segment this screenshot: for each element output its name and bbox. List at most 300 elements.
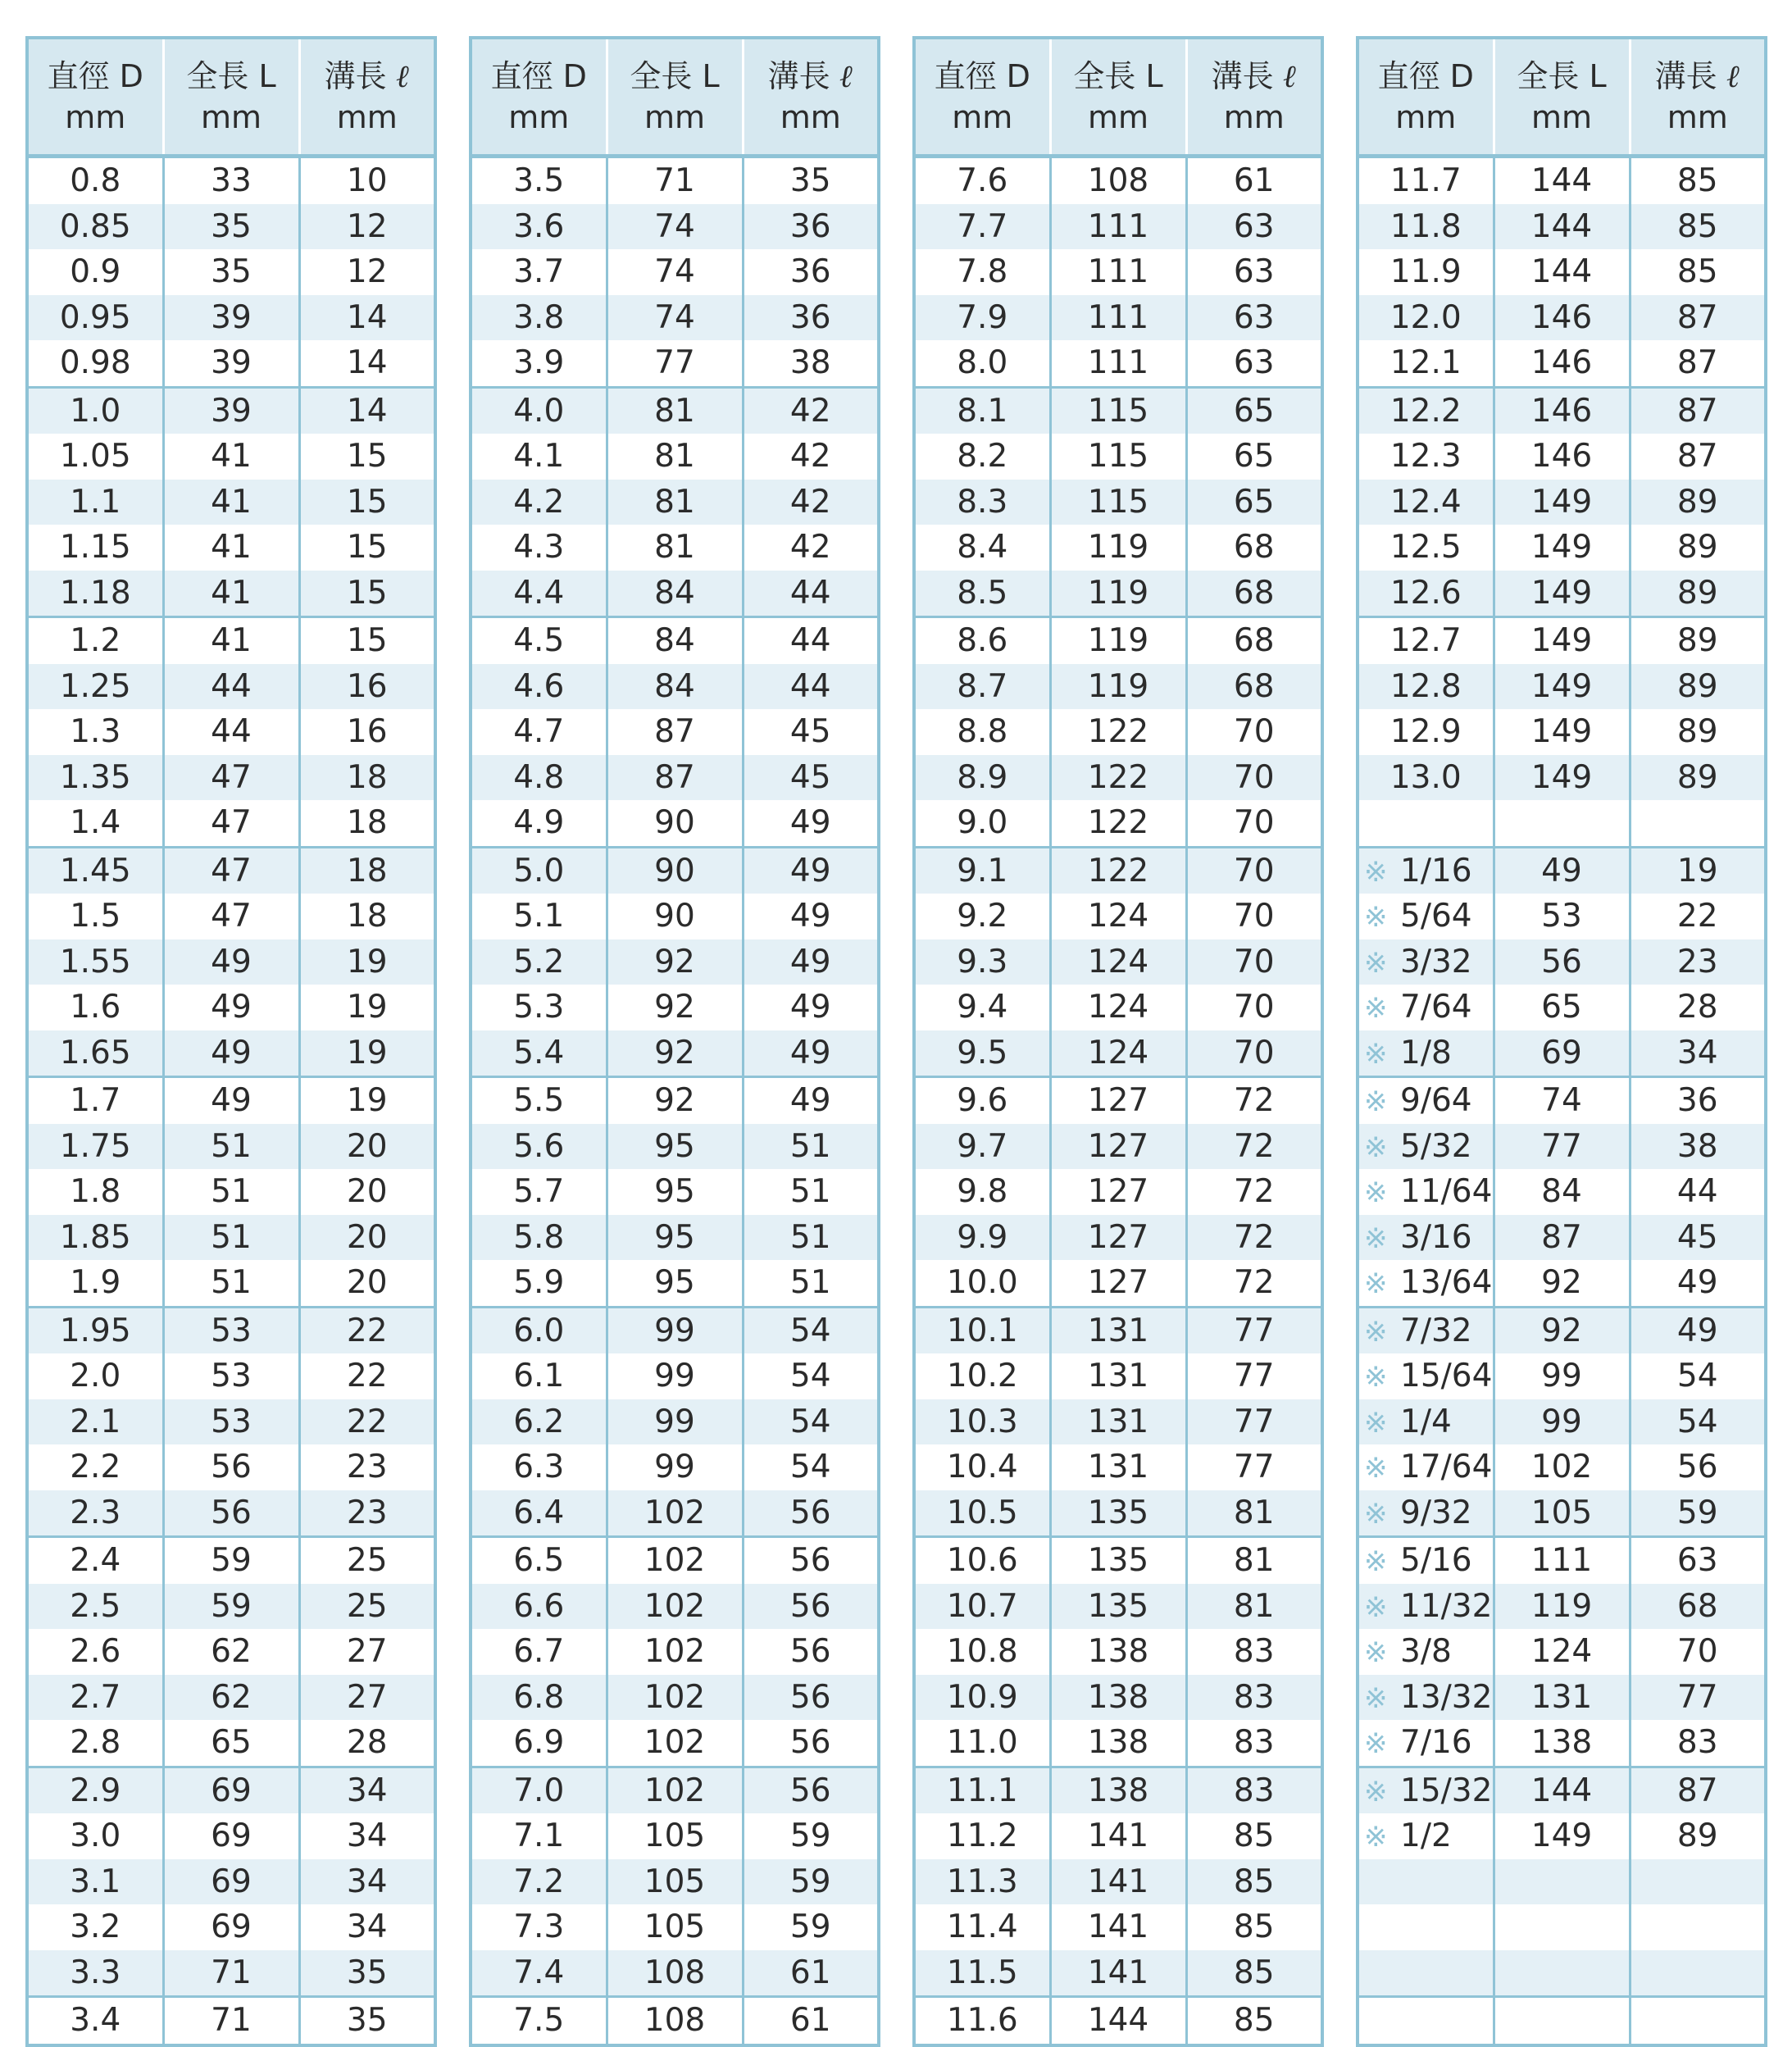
overall-length-cell: 111 (1494, 1537, 1630, 1584)
flute-length-cell: 70 (1186, 709, 1322, 755)
diameter-cell: 11.3 (914, 1859, 1050, 1905)
overall-length-cell: 105 (1494, 1490, 1630, 1537)
table-row (914, 1399, 1322, 1445)
diameter-cell: 1.6 (70, 989, 121, 1026)
table-row (1358, 800, 1766, 847)
flute-length-cell: 85 (1630, 157, 1766, 204)
header-flute-length (1630, 38, 1766, 157)
flute-length-cell: 87 (1630, 295, 1766, 341)
overall-length-cell: 111 (1050, 295, 1186, 341)
overall-length-cell: 124 (1050, 1030, 1186, 1077)
table-row (914, 847, 1322, 894)
table-row (471, 204, 879, 250)
flute-length-cell: 44 (743, 664, 879, 710)
overall-length-cell: 131 (1050, 1399, 1186, 1445)
flute-length-cell: 45 (1630, 1215, 1766, 1261)
flute-length-cell: 49 (743, 939, 879, 985)
overall-length-cell: 122 (1050, 755, 1186, 801)
flute-length-cell: 59 (743, 1813, 879, 1859)
header-flute-label: 溝長 (767, 58, 840, 94)
diameter-value: 15/64 (1400, 1358, 1493, 1395)
flute-length-cell (1630, 1904, 1766, 1950)
diameter-cell (1358, 847, 1494, 894)
diameter-cell: 7.4 (471, 1950, 607, 1997)
diameter-cell: 0.8 (70, 162, 121, 200)
table-row (471, 1904, 879, 1950)
overall-length-cell: 102 (1494, 1444, 1630, 1490)
overall-length-cell: 127 (1050, 1260, 1186, 1307)
overall-length-cell: 49 (163, 985, 299, 1030)
diameter-cell: 6.3 (513, 1449, 565, 1486)
diameter-cell: 6.6 (471, 1584, 607, 1630)
table-row (27, 1767, 435, 1813)
overall-length-cell: 84 (607, 664, 743, 710)
table-row (914, 480, 1322, 525)
table-row (27, 847, 435, 894)
table-row (914, 709, 1322, 755)
diameter-cell: 1.75 (27, 1124, 163, 1170)
overall-length-cell: 144 (1050, 1997, 1186, 2045)
flute-length-cell: 70 (1186, 755, 1322, 801)
flute-length-cell: 49 (743, 894, 879, 939)
overall-length-cell: 51 (163, 1124, 299, 1170)
flute-length-cell: 77 (1186, 1353, 1322, 1399)
flute-length-cell: 16 (299, 709, 435, 755)
flute-length-cell: 85 (1630, 249, 1766, 295)
diameter-cell (1358, 1215, 1494, 1261)
table-row (1358, 1904, 1766, 1950)
overall-length-cell: 105 (607, 1859, 743, 1905)
header-length-label: 全長 L (1073, 58, 1163, 94)
table-row (27, 800, 435, 847)
overall-length-cell: 146 (1494, 434, 1630, 480)
diameter-cell: 1.1 (27, 480, 163, 525)
diameter-cell: 1.05 (59, 438, 131, 475)
overall-length-cell: 108 (607, 1997, 743, 2045)
diameter-cell: 1.18 (27, 571, 163, 617)
inch-size-marker: ※ (1364, 901, 1388, 935)
flute-length-cell: 34 (299, 1813, 435, 1859)
overall-length-cell: 90 (607, 800, 743, 847)
overall-length-cell (1494, 1904, 1630, 1950)
overall-length-cell: 141 (1050, 1813, 1186, 1859)
header-flute-length (743, 38, 879, 157)
flute-length-cell: 45 (743, 755, 879, 801)
overall-length-cell: 47 (163, 800, 299, 847)
overall-length-cell: 65 (163, 1720, 299, 1767)
diameter-cell (1358, 1169, 1494, 1215)
overall-length-cell: 74 (607, 249, 743, 295)
flute-length-cell: 83 (1186, 1629, 1322, 1675)
flute-length-cell: 49 (743, 1030, 879, 1077)
diameter-cell: 8.9 (914, 755, 1050, 801)
overall-length-cell: 122 (1050, 847, 1186, 894)
diameter-cell: 11.9 (1389, 253, 1462, 291)
diameter-value: 1/16 (1400, 852, 1472, 889)
table-row (27, 571, 435, 617)
flute-length-cell: 51 (743, 1169, 879, 1215)
overall-length-cell: 102 (607, 1490, 743, 1537)
table-row (1358, 157, 1766, 204)
overall-length-cell: 90 (607, 847, 743, 894)
flute-length-cell: 56 (1630, 1444, 1766, 1490)
diameter-cell: 12.3 (1389, 438, 1462, 475)
table-row (27, 1904, 435, 1950)
table-row (914, 340, 1322, 387)
flute-length-cell: 56 (743, 1675, 879, 1721)
diameter-cell: 9.0 (957, 804, 1008, 842)
table-row (27, 1030, 435, 1077)
diameter-cell: 12.8 (1358, 664, 1494, 710)
table-row (1358, 1675, 1766, 1721)
overall-length-cell: 149 (1494, 525, 1630, 571)
inch-size-marker: ※ (1364, 1267, 1388, 1301)
flute-length-cell: 38 (1630, 1124, 1766, 1170)
diameter-value: 5/64 (1400, 898, 1472, 935)
table-row (27, 1997, 435, 2045)
flute-length-cell: 63 (1186, 249, 1322, 295)
header-row (1358, 38, 1766, 157)
table-row (27, 985, 435, 1030)
diameter-cell: 8.1 (914, 387, 1050, 434)
table-row (27, 1444, 435, 1490)
diameter-cell: 7.1 (513, 1817, 565, 1855)
table-row (914, 1950, 1322, 1997)
overall-length-cell: 149 (1494, 1813, 1630, 1859)
diameter-cell (1358, 1767, 1494, 1813)
table-row (471, 525, 879, 571)
diameter-cell: 2.4 (27, 1537, 163, 1584)
table-row (471, 1260, 879, 1307)
diameter-cell: 1.95 (27, 1307, 163, 1353)
inch-size-marker: ※ (1364, 1037, 1388, 1071)
flute-length-cell: 83 (1186, 1675, 1322, 1721)
overall-length-cell: 53 (163, 1307, 299, 1353)
flute-length-cell: 49 (1630, 1307, 1766, 1353)
flute-length-cell: 68 (1186, 525, 1322, 571)
diameter-cell: 5.9 (513, 1264, 565, 1302)
header-flute-unit: mm (1223, 99, 1285, 135)
flute-length-cell: 28 (1630, 985, 1766, 1030)
table-row (914, 1767, 1322, 1813)
overall-length-cell: 35 (163, 204, 299, 250)
diameter-cell: 10.3 (914, 1399, 1050, 1445)
flute-length-cell: 56 (743, 1490, 879, 1537)
table-row (471, 1307, 879, 1353)
table-row (1358, 1260, 1766, 1307)
table-row (471, 1353, 879, 1399)
overall-length-cell: 47 (163, 847, 299, 894)
header-flute-length (299, 38, 435, 157)
overall-length-cell: 127 (1050, 1077, 1186, 1124)
diameter-cell: 5.7 (513, 1173, 565, 1211)
overall-length-cell: 69 (163, 1904, 299, 1950)
diameter-cell: 12.0 (1358, 295, 1494, 341)
diameter-cell: 10.9 (914, 1675, 1050, 1721)
overall-length-cell: 69 (163, 1767, 299, 1813)
header-length-unit: mm (1087, 99, 1149, 135)
table-row (27, 1169, 435, 1215)
table-row (1358, 1444, 1766, 1490)
diameter-cell: 1.25 (27, 664, 163, 710)
diameter-cell: 10.8 (946, 1633, 1018, 1671)
overall-length-cell: 102 (607, 1537, 743, 1584)
flute-length-cell: 34 (299, 1767, 435, 1813)
flute-length-cell: 83 (1186, 1767, 1322, 1813)
diameter-cell: 7.3 (513, 1908, 565, 1946)
table-row (471, 480, 879, 525)
header-diameter-unit: mm (952, 99, 1013, 135)
overall-length-cell: 87 (1494, 1215, 1630, 1261)
overall-length-cell: 111 (1050, 204, 1186, 250)
flute-length-cell: 15 (299, 571, 435, 617)
flute-length-cell: 77 (1186, 1444, 1322, 1490)
diameter-cell: 1.4 (70, 804, 121, 842)
table-row (914, 1904, 1322, 1950)
flute-length-cell: 34 (299, 1904, 435, 1950)
diameter-cell (1358, 985, 1494, 1030)
table-row (27, 617, 435, 664)
flute-length-cell: 19 (299, 985, 435, 1030)
table-row (27, 480, 435, 525)
table-row (914, 1307, 1322, 1353)
inch-size-marker: ※ (1364, 1221, 1388, 1255)
diameter-cell: 9.9 (914, 1215, 1050, 1261)
diameter-cell: 4.5 (471, 617, 607, 664)
table-row (914, 249, 1322, 295)
table-row (27, 157, 435, 204)
flute-length-cell: 16 (299, 664, 435, 710)
overall-length-cell: 77 (1494, 1124, 1630, 1170)
overall-length-cell: 81 (607, 387, 743, 434)
flute-length-cell: 25 (299, 1537, 435, 1584)
table-row (1358, 387, 1766, 434)
overall-length-cell: 119 (1050, 525, 1186, 571)
header-diameter-label: 直徑 D (1377, 58, 1474, 94)
table-row (27, 525, 435, 571)
overall-length-cell: 77 (607, 340, 743, 387)
table-row (471, 1215, 879, 1261)
diameter-cell: 0.9 (70, 253, 121, 291)
flute-length-cell: 27 (299, 1675, 435, 1721)
header-flute-symbol: ℓ (1726, 57, 1740, 94)
overall-length-cell: 122 (1050, 709, 1186, 755)
diameter-cell: 8.3 (914, 480, 1050, 525)
overall-length-cell: 102 (607, 1629, 743, 1675)
diameter-cell: 12.5 (1389, 529, 1462, 566)
flute-length-cell: 15 (299, 434, 435, 480)
table-row (914, 1124, 1322, 1170)
inch-size-marker: ※ (1364, 1085, 1388, 1119)
table-row (471, 295, 879, 341)
flute-length-cell: 65 (1186, 387, 1322, 434)
overall-length-cell: 84 (1494, 1169, 1630, 1215)
table-row (471, 157, 879, 204)
flute-length-cell: 42 (743, 387, 879, 434)
overall-length-cell: 69 (1494, 1030, 1630, 1077)
flute-length-cell: 81 (1186, 1490, 1322, 1537)
overall-length-cell: 92 (1494, 1307, 1630, 1353)
diameter-cell: 3.7 (513, 253, 565, 291)
diameter-value: 15/32 (1400, 1772, 1493, 1809)
flute-length-cell: 77 (1186, 1399, 1322, 1445)
diameter-cell: 10.2 (946, 1358, 1018, 1395)
flute-length-cell: 65 (1186, 480, 1322, 525)
table-row (1358, 1629, 1766, 1675)
flute-length-cell: 27 (299, 1629, 435, 1675)
diameter-cell: 2.7 (27, 1675, 163, 1721)
overall-length-cell: 131 (1050, 1444, 1186, 1490)
table-row (914, 387, 1322, 434)
table-row (471, 1584, 879, 1630)
table-row (27, 1353, 435, 1399)
flute-length-cell: 56 (743, 1629, 879, 1675)
overall-length-cell: 131 (1494, 1675, 1630, 1721)
diameter-cell: 1.0 (27, 387, 163, 434)
overall-length-cell: 62 (163, 1629, 299, 1675)
diameter-cell: 5.0 (471, 847, 607, 894)
diameter-cell: 9.7 (914, 1124, 1050, 1170)
header-length-label: 全長 L (1517, 58, 1607, 94)
overall-length-cell (1494, 1997, 1630, 2045)
flute-length-cell: 20 (299, 1215, 435, 1261)
overall-length-cell: 49 (1494, 847, 1630, 894)
overall-length-cell: 124 (1050, 894, 1186, 939)
header-diameter-unit: mm (65, 99, 126, 135)
diameter-cell: 11.1 (914, 1767, 1050, 1813)
flute-length-cell: 70 (1186, 894, 1322, 939)
spec-table-2 (469, 36, 880, 2047)
table-row (914, 204, 1322, 250)
table-row (914, 1260, 1322, 1307)
flute-length-cell: 56 (743, 1537, 879, 1584)
header-row (914, 38, 1322, 157)
table-row (1358, 939, 1766, 985)
diameter-value: 13/32 (1400, 1678, 1493, 1716)
diameter-cell: 13.0 (1358, 755, 1494, 801)
header-flute-unit: mm (336, 99, 398, 135)
flute-length-cell: 89 (1630, 755, 1766, 801)
diameter-cell (1358, 1030, 1494, 1077)
inch-size-marker: ※ (1364, 1821, 1388, 1854)
diameter-cell (1358, 1537, 1494, 1584)
diameter-cell: 8.7 (914, 664, 1050, 710)
diameter-cell: 3.5 (513, 162, 565, 200)
inch-size-marker: ※ (1364, 1452, 1388, 1485)
flute-length-cell: 89 (1630, 1813, 1766, 1859)
overall-length-cell: 56 (163, 1490, 299, 1537)
flute-length-cell: 72 (1186, 1260, 1322, 1307)
table-row (1358, 755, 1766, 801)
flute-length-cell: 14 (299, 387, 435, 434)
table-row (914, 1813, 1322, 1859)
flute-length-cell: 72 (1186, 1169, 1322, 1215)
table-row (1358, 1997, 1766, 2045)
table-row (471, 1767, 879, 1813)
flute-length-cell: 77 (1186, 1307, 1322, 1353)
table-row (27, 1813, 435, 1859)
diameter-cell: 1.2 (27, 617, 163, 664)
flute-length-cell: 59 (743, 1859, 879, 1905)
overall-length-cell (1494, 800, 1630, 847)
diameter-cell (1358, 894, 1494, 939)
diameter-value: 1/4 (1400, 1403, 1452, 1440)
overall-length-cell: 99 (607, 1307, 743, 1353)
overall-length-cell: 135 (1050, 1584, 1186, 1630)
flute-length-cell: 20 (299, 1169, 435, 1215)
flute-length-cell: 54 (743, 1307, 879, 1353)
flute-length-cell: 54 (743, 1353, 879, 1399)
overall-length-cell: 99 (607, 1399, 743, 1445)
table-row (914, 664, 1322, 710)
flute-length-cell: 61 (743, 1950, 879, 1997)
flute-length-cell: 36 (1630, 1077, 1766, 1124)
flute-length-cell: 68 (1186, 617, 1322, 664)
overall-length-cell: 138 (1050, 1629, 1186, 1675)
flute-length-cell: 20 (299, 1124, 435, 1170)
table-row (1358, 1537, 1766, 1584)
header-length-unit: mm (644, 99, 706, 135)
overall-length-cell: 138 (1050, 1675, 1186, 1721)
table-row (914, 295, 1322, 341)
flute-length-cell: 54 (743, 1444, 879, 1490)
flute-length-cell: 81 (1186, 1584, 1322, 1630)
diameter-cell: 3.2 (70, 1908, 121, 1946)
overall-length-cell: 51 (163, 1169, 299, 1215)
overall-length-cell: 39 (163, 340, 299, 387)
inch-size-marker: ※ (1364, 1636, 1388, 1670)
diameter-cell: 11.5 (914, 1950, 1050, 1997)
table-row (1358, 1030, 1766, 1077)
flute-length-cell: 18 (299, 894, 435, 939)
flute-length-cell (1630, 1997, 1766, 2045)
table-row (914, 1169, 1322, 1215)
flute-length-cell: 22 (299, 1399, 435, 1445)
inch-size-marker: ※ (1364, 1545, 1388, 1579)
flute-length-cell: 56 (743, 1720, 879, 1767)
flute-length-cell: 12 (299, 249, 435, 295)
flute-length-cell: 36 (743, 295, 879, 341)
flute-length-cell: 28 (299, 1720, 435, 1767)
diameter-cell: 1.8 (70, 1173, 121, 1211)
diameter-cell (1358, 1950, 1494, 1997)
table-row (914, 1444, 1322, 1490)
diameter-cell: 6.5 (471, 1537, 607, 1584)
flute-length-cell: 65 (1186, 434, 1322, 480)
table-row (27, 894, 435, 939)
overall-length-cell: 146 (1494, 295, 1630, 341)
diameter-cell: 4.8 (471, 755, 607, 801)
overall-length-cell: 102 (607, 1584, 743, 1630)
flute-length-cell: 42 (743, 480, 879, 525)
inch-size-marker: ※ (1364, 946, 1388, 980)
overall-length-cell: 102 (607, 1720, 743, 1767)
header-diameter (471, 38, 607, 157)
table-row (1358, 847, 1766, 894)
table-row (1358, 249, 1766, 295)
flute-length-cell: 49 (743, 985, 879, 1030)
diameter-cell: 1.3 (70, 713, 121, 751)
diameter-cell (1358, 1444, 1494, 1490)
table-row (471, 847, 879, 894)
flute-length-cell: 42 (743, 434, 879, 480)
diameter-cell: 2.9 (27, 1767, 163, 1813)
header-diameter-label: 直徑 D (934, 58, 1030, 94)
overall-length-cell: 53 (163, 1399, 299, 1445)
overall-length-cell: 141 (1050, 1904, 1186, 1950)
diameter-cell: 4.2 (471, 480, 607, 525)
table-row (27, 1675, 435, 1721)
